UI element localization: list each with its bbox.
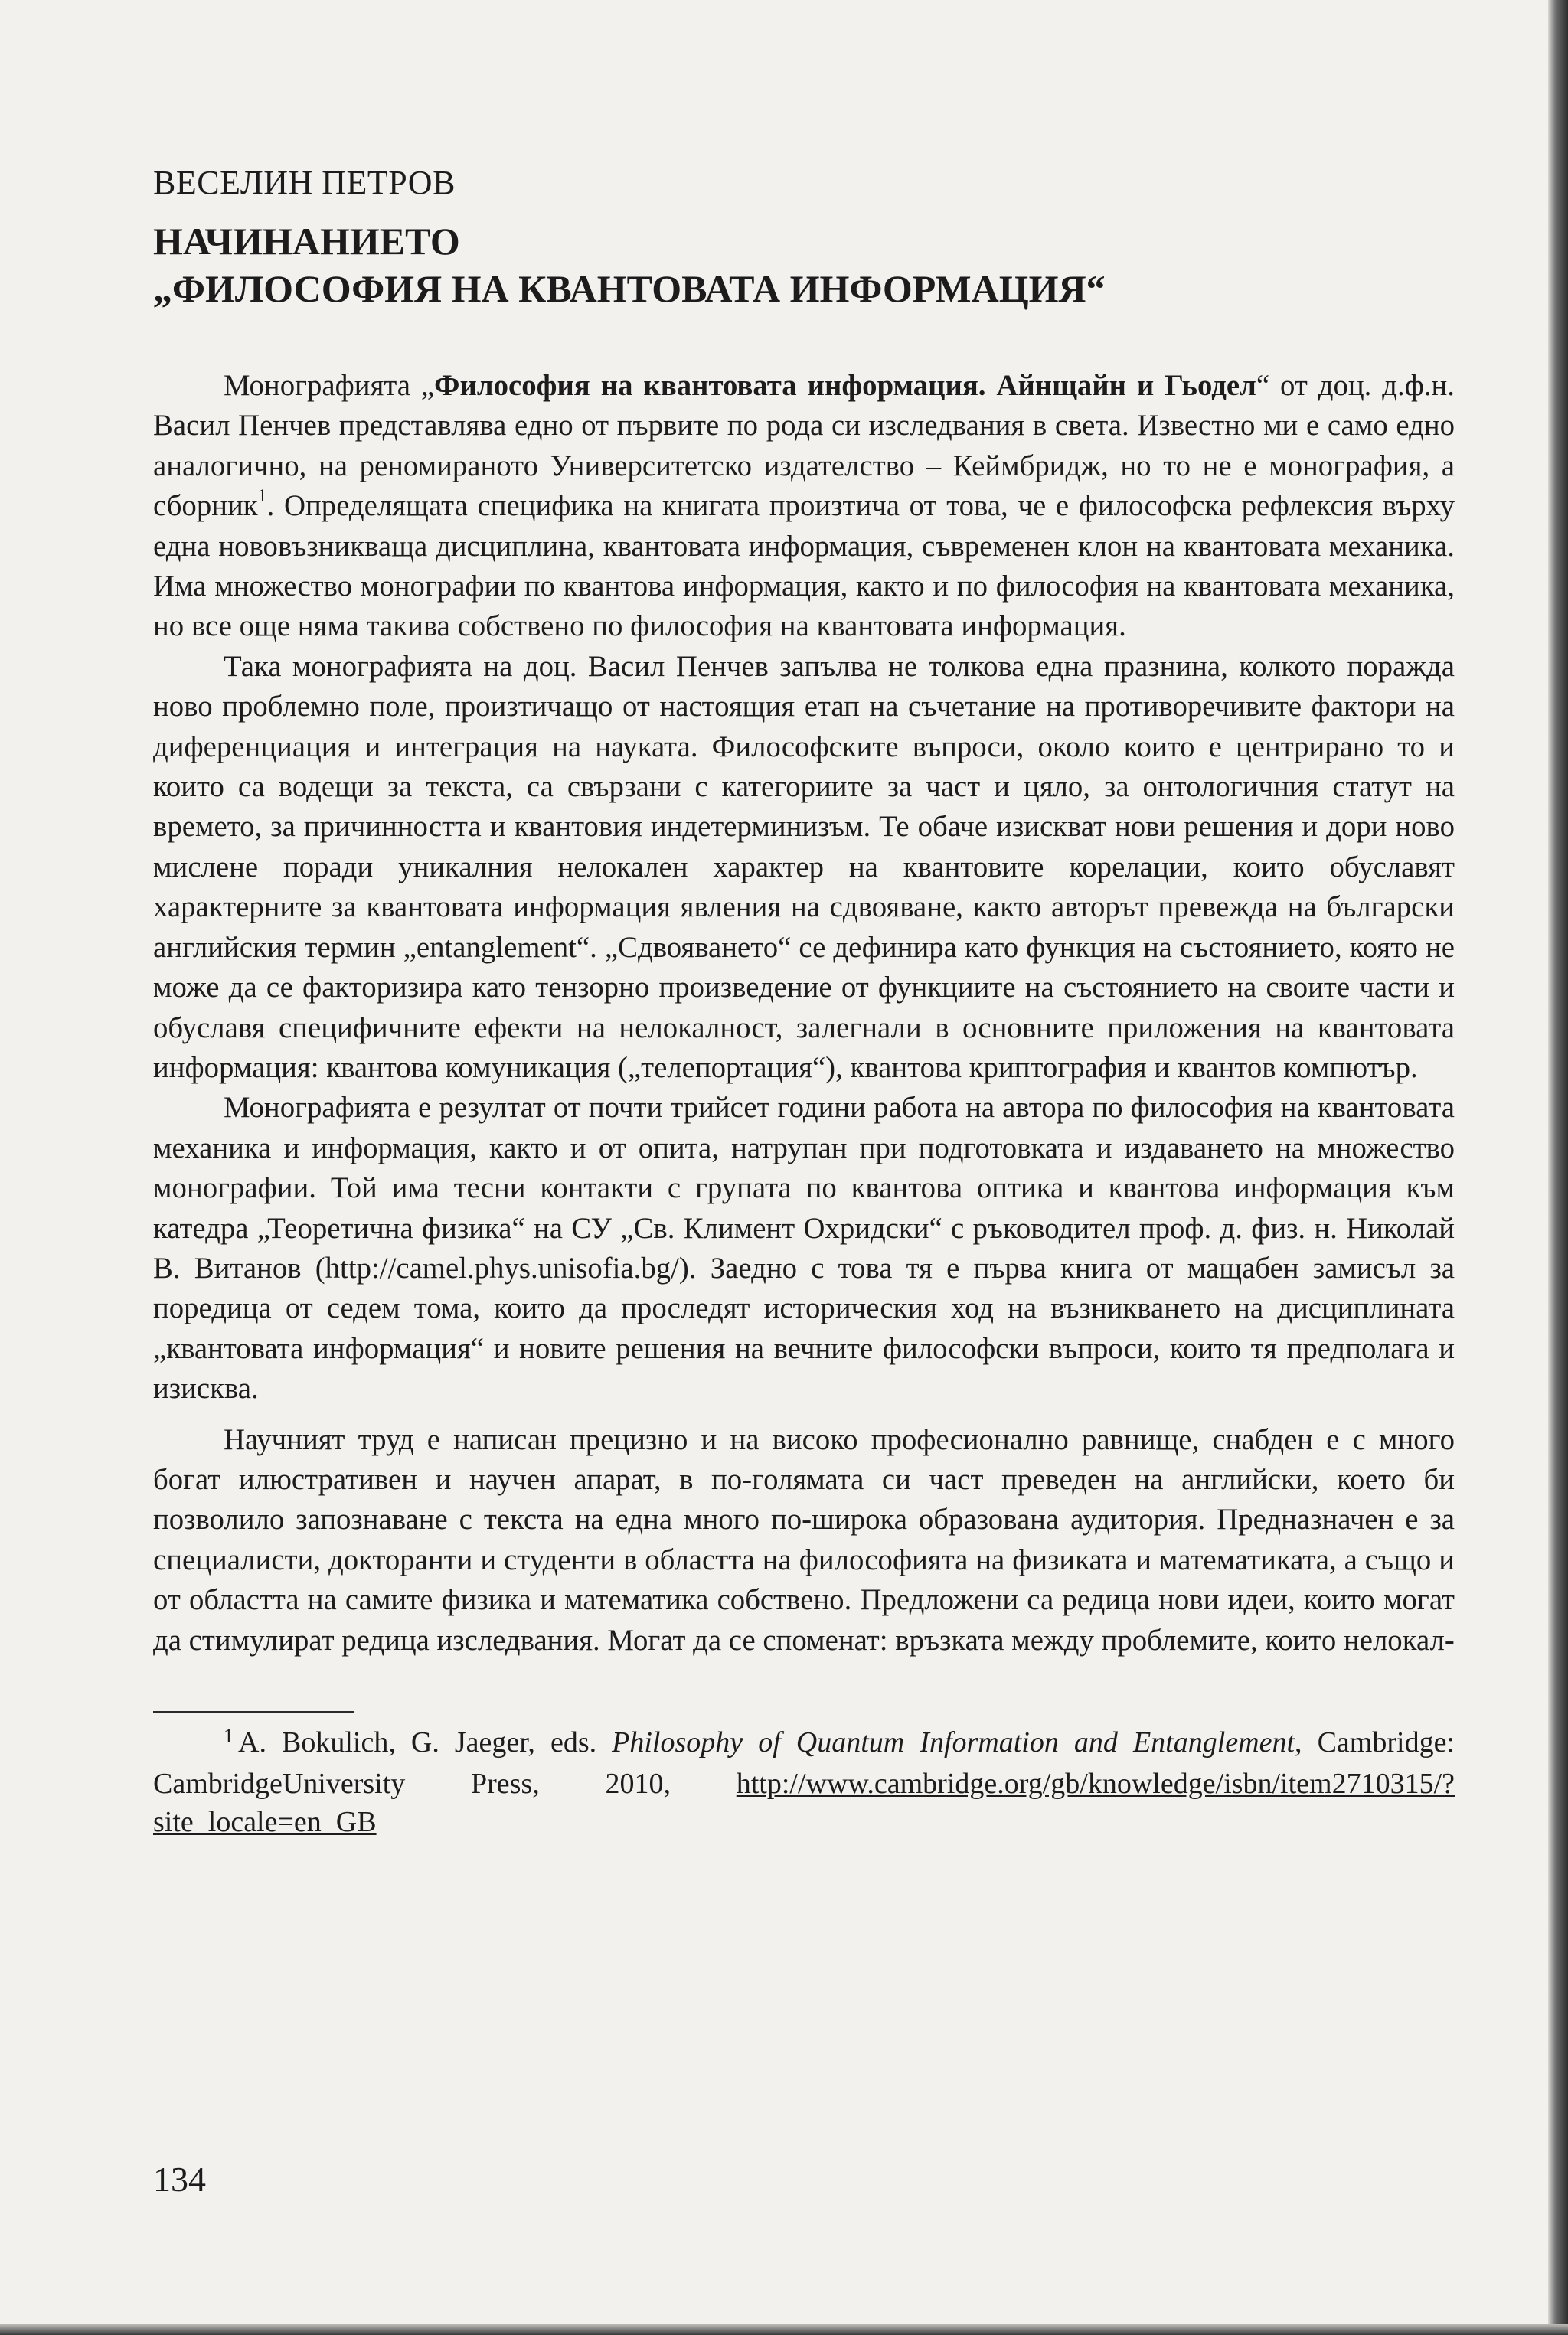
paragraph-2: Така монографията на доц. Васил Пенчев запълва не толкова една празнина, колкото поражда ново проблемно поле, произтичащо от настоящия етап на съчетание на противоречивите фактори на диференциация и интеграция на науката. Философските въпроси, около които е центрирано то и които са водещи за текста, са свързани с категориите за част и цяло, за онтологичния статут на времето, за причинността и квантовия индетерминизъм. Те обаче изискват нови решения и дори ново мислене поради уникалния нелокален характер на квантовите корелации, които обуславят характерните за квантовата информация явления на сдвояване, както авторът превежда на български английския термин „entanglement“. „Сдвояването“ се дефинира като функция на състоянието, която не може да се факторизира като тензорно произведение от функциите на състоянието на своите части и обуславя специфичните ефекти на нелокалност, залегнали в основните приложения на квантовата информация: квантова комуникация („телепортация“), квантова криптография и квантов компютър. bbox=[153, 649, 1455, 1084]
article-author: ВЕСЕЛИН ПЕТРОВ bbox=[153, 164, 456, 201]
book-title: Философия на квантовата информация. Айнщайн и Гьодел bbox=[434, 369, 1256, 402]
paragraph-1-text-a: “ от доц. д.ф.н. Васил Пенчев представлява едно от първите по рода си изследвания в света. Известно ми е само едно аналогично, на реномираното Университетско издателство – Кеймбридж, но то не е монография, а сборник bbox=[153, 369, 1455, 523]
paragraph-4: Научният труд е написан прецизно и на високо професионално равнище, снабден е с много богат илюстративен и научен апарат, в по-голямата си част преведен на английски, което би позволило запознаване с текста на една много по-широка образована аудитория. Предназначен е за специалисти, докторанти и студенти в областта на философията на физиката и математиката, а също и от областта на самите физика и математика собствено. Предложени са редица нови идеи, които могат да стимулират редица изследвания. Могат да се споменат: връзката между проблемите, които нелокал- bbox=[153, 1422, 1455, 1657]
paragraph-1-text-b: . Определящата специфика на книгата произтича от това, че е философска рефлексия върху една нововъзникваща дисциплина, квантовата информация, съвременен клон на квантовата механика. Има множество монографии по квантова информация, както и по философия на квантовата механика, но все още няма такива собствено по философия на квантовата информация. bbox=[153, 489, 1455, 643]
article-title bbox=[153, 217, 1455, 312]
footnote bbox=[153, 1723, 1455, 1841]
page-edge-shadow bbox=[1548, 0, 1568, 2335]
paragraph-1 bbox=[153, 366, 1455, 647]
article-title-line-1: НАЧИНАНИЕТО bbox=[153, 220, 460, 263]
footnote-publisher: , Cambridge: CambridgeUniversity Press, 2010, bbox=[153, 1726, 1455, 1800]
page-number: 134 bbox=[153, 2160, 206, 2199]
paragraph-1-lead: Монографията „ bbox=[224, 369, 435, 402]
footnote-link[interactable]: http://www.cambridge.org/gb/knowledge/isbn/item2710315/?site_locale=en_GB bbox=[153, 1768, 1455, 1838]
footnote-book-title: Philosophy of Quantum Information and Entanglement bbox=[612, 1726, 1295, 1759]
footnote-mark: 1 bbox=[224, 1725, 234, 1747]
footnote-reference[interactable]: 1 bbox=[257, 486, 267, 507]
page-bottom-shadow bbox=[0, 2324, 1568, 2335]
footnote-authors: A. Bokulich, G. Jaeger, eds. bbox=[238, 1726, 612, 1759]
article-body bbox=[153, 366, 1455, 1661]
page-content bbox=[153, 162, 1455, 1841]
paragraph-3: Монографията е резултат от почти трийсет години работа на автора по философия на квантовата механика и информация, както и от опита, натрупан при подготовката и издаването на множество монографии. Той има тесни контакти с групата по квантова оптика и квантова информация към катедра „Теоретична физика“ на СУ „Св. Климент Охридски“ с ръководител проф. д. физ. н. Николай В. Витанов (http://camel.phys.unisofia.bg/). Заедно с това тя е първа книга от мащабен замисъл за поредица от седем тома, които да проследят историческия ход на възникването на дисциплината „квантовата информация“ и новите решения на вечните философски въпроси, които тя предполага и изисква. bbox=[153, 1091, 1455, 1406]
footnote-divider bbox=[153, 1711, 354, 1713]
article-title-line-2: „ФИЛОСОФИЯ НА КВАНТОВАТА ИНФОРМАЦИЯ“ bbox=[153, 267, 1106, 310]
